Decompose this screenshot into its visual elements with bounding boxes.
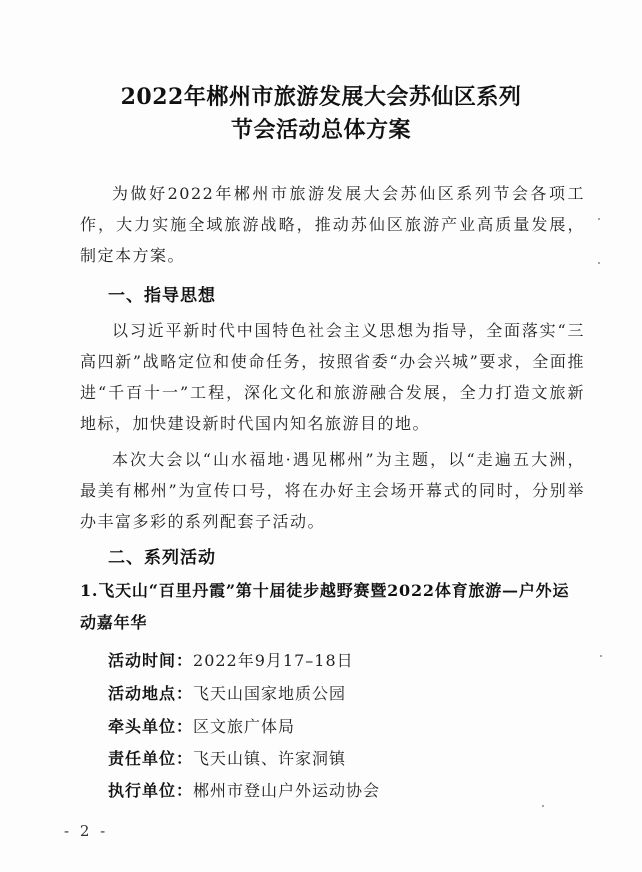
section2-heading: 二、系列活动 (108, 548, 216, 568)
lead-unit-label: 牵头单位： (108, 717, 194, 736)
scan-speck (598, 218, 600, 220)
lead-unit-value: 区文旅广体局 (193, 717, 296, 736)
responsible-unit-row (108, 746, 346, 769)
activity-location-label: 活动地点： (108, 684, 194, 703)
scan-speck (542, 805, 544, 807)
responsible-unit-label: 责任单位： (108, 749, 194, 768)
executing-unit-label: 执行单位： (108, 781, 194, 800)
document-title-line2: 节会活动总体方案 (230, 117, 411, 143)
scan-speck (600, 655, 602, 657)
document-title-line1: 2022年郴州市旅游发展大会苏仙区系列 (120, 84, 522, 110)
scan-speck (598, 262, 600, 264)
responsible-unit-value: 飞天山镇、许家洞镇 (193, 749, 347, 768)
activity-time-row (108, 648, 354, 671)
activity-time-label: 活动时间： (108, 651, 194, 670)
page-number: - 2 - (64, 822, 109, 840)
executing-unit-row (108, 778, 380, 801)
activity-location-value: 飞天山国家地质公园 (193, 684, 347, 703)
activity-time-value: 2022年9月17–18日 (193, 651, 354, 670)
intro-paragraph: 为做好2022年郴州市旅游发展大会苏仙区系列节会各项工作，大力实施全域旅游战略，推动苏仙区旅游产业高质量发展，制定本方案。 (80, 184, 585, 265)
section1-heading: 一、指导思想 (108, 286, 216, 306)
lead-unit-row (108, 714, 295, 737)
section1-paragraph2: 本次大会以“山水福地·遇见郴州”为主题，以“走遍五大洲，最美有郴州”为宣传口号，将在办好主会场开幕式的同时，分别举办丰富多彩的系列配套子活动。 (80, 450, 585, 531)
section1-paragraph1: 以习近平新时代中国特色社会主义思想为指导，全面落实“三高四新”战略定位和使命任务，按照省委“办会兴城”要求，全面推进“千百十一”工程，深化文化和旅游融合发展，全力打造文旅新地标，加快建设新时代国内知名旅游目的地。 (80, 321, 585, 433)
executing-unit-value: 郴州市登山户外运动协会 (193, 781, 381, 800)
activity-location-row (108, 681, 346, 704)
activity1-title: 1.飞天山“百里丹霞”第十届徒步越野赛暨2022体育旅游—户外运动嘉年华 (80, 581, 570, 632)
